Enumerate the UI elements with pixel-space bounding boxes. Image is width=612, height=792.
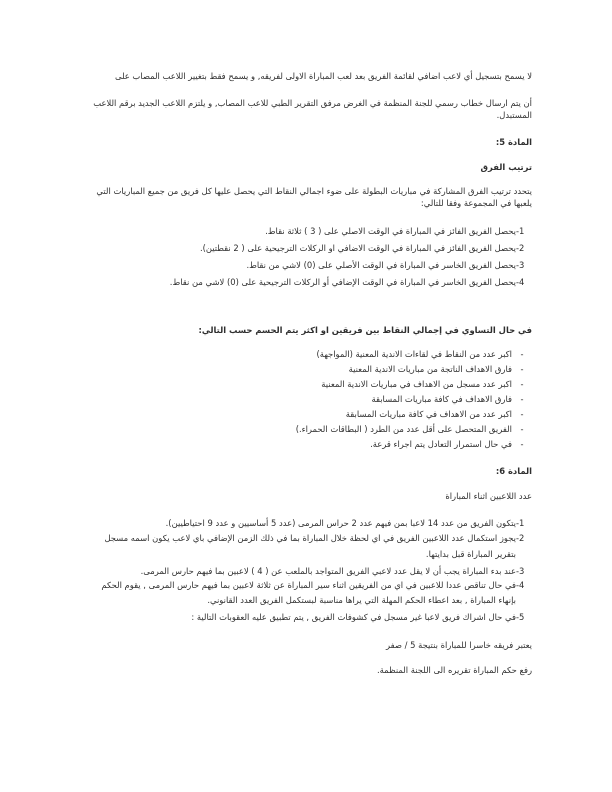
list-item-text: يجوز استكمال عدد اللاعبين الفريق في اي لحظة خلال المباراة بما في ذلك الزمن الإضافي باي لاعب يكون اسمه مسجل — [104, 533, 516, 543]
list-item-text: اكبر عدد مسجل من الاهداف في مباريات الاندية المعنية — [321, 379, 512, 389]
list-item-text: الفريق المتحصل على أقل عدد من الطرد ( البطاقات الحمراء.) — [295, 424, 512, 434]
bullet-dash: - — [520, 439, 524, 449]
list-item-text: اكبر عدد من الاهداف في كافة مباريات المسابقة — [345, 409, 512, 419]
players-rule-item-continuation: بإنهاء المباراة , بعد اعطاء الحكم المهلة التي يراها مناسبة لبستكمل الفريق العدد القانوني. — [207, 595, 516, 605]
list-item-text: يحصل الفريق الخاسر في المباراة في الوقت الأصلي على (0) لاشي من نقاط. — [246, 260, 516, 270]
paragraph-official-letter-line-1: أن يتم ارسال خطاب رسمي للجنة المنظمة في الغرض مرفق التقرير الطبي للاعب المصاب, و يلتزم اللاعب الجديد برقم اللاعب — [93, 98, 532, 108]
bullet-dash: - — [520, 379, 524, 389]
tie-break-item — [316, 349, 532, 360]
list-number: -3 — [516, 260, 525, 270]
bullet-dash: - — [520, 424, 524, 434]
players-rule-item — [141, 566, 532, 577]
paragraph-official-letter-line-2: المستبدل. — [496, 110, 532, 120]
list-number: -5 — [516, 612, 525, 622]
article-6-heading: المادة 6: — [495, 466, 532, 476]
list-number: -2 — [516, 243, 525, 253]
points-rule-item — [265, 226, 532, 237]
tie-break-heading: في حال التساوي في إجمالي النقاط بين فريقين او اكثر يتم الحسم حسب التالي: — [198, 325, 532, 335]
list-number: -2 — [516, 533, 525, 543]
article-5-heading: المادة 5: — [495, 137, 532, 147]
list-number: -1 — [516, 226, 525, 236]
tie-break-item — [349, 364, 532, 375]
players-rule-item — [166, 518, 532, 529]
tie-break-item — [296, 424, 532, 435]
list-item-text: يحصل الفريق الفائز في المباراة في الوقت الاصلي على ( 3 ) ثلاثة نقاط. — [265, 226, 516, 236]
list-item-text: يتكون الفريق من عدد 14 لاعبا بمن فيهم عدد 2 حراس المرمى (عدد 5 أساسيين و عدد 9 احتياطيين). — [165, 518, 516, 528]
list-number: -3 — [516, 566, 525, 576]
points-rule-item — [170, 277, 532, 288]
bullet-dash: - — [520, 409, 524, 419]
tie-break-item — [370, 439, 532, 450]
penalty-forfeit: يعتبر فريقه خاسرا للمباراة بنتيجة 5 / صفر — [385, 640, 532, 650]
tie-break-item — [371, 394, 532, 405]
list-item-text: يحصل الفريق الفائز في المباراة في الوقت الاضافي او الركلات الترجيحية على ( 2 نقطتين). — [199, 243, 516, 253]
players-rule-item — [104, 533, 532, 544]
article-5-subheading: ترتيب الفرق — [480, 162, 532, 172]
points-rule-item — [246, 260, 532, 271]
article-5-intro-line-2: يلعبها في المجموعة وفقا للتالي: — [420, 198, 532, 208]
list-number: -1 — [516, 518, 525, 528]
list-item-text: يحصل الفريق الخاسر في المباراة في الوقت الإضافي أو الركلات الترجيحية على (0) لاشي من نقاط. — [169, 277, 516, 287]
bullet-dash: - — [520, 394, 524, 404]
list-number: -4 — [516, 277, 525, 287]
list-item-text: في حال اشراك فريق لاعبا غير مسجل في كشوفات الفريق , يتم تطبيق عليه العقوبات التالية : — [191, 612, 516, 622]
article-5-intro-line-1: يتحدد ترتيب الفرق المشاركة في مباريات البطولة على ضوء اجمالي النقاط التي يحصل عليها كل فريق من جميع المباريات التي — [96, 186, 532, 196]
list-item-text: فارق الاهداف الناتجة من مباريات الاندية المعنية — [348, 364, 512, 374]
list-item-text: عند بدء المباراة يجب أن لا يقل عدد لاعبي الفريق المتواجد بالملعب عن ( 4 ) لاعبين بما فيهم حارس المرمى. — [140, 566, 516, 576]
list-item-text: في حال تناقص عددا للاعبين في اي من الفريقين اثناء سير المباراة عن ثلاثة لاعبين بما فيهم حارس المرمى , يقوم الحكم — [101, 580, 516, 590]
list-item-text: فارق الاهداف في كافة مباريات المسابقة — [371, 394, 512, 404]
players-rule-item-continuation: بتقرير المباراة قبل بدايتها. — [425, 549, 516, 559]
list-number: -4 — [516, 580, 525, 590]
tie-break-item — [346, 409, 532, 420]
points-rule-item — [200, 243, 532, 254]
bullet-dash: - — [520, 349, 524, 359]
article-6-subheading: عدد اللاعبين اثناء المباراة — [445, 491, 532, 501]
list-item-text: في حال استمرار التعادل يتم اجراء قرعة. — [370, 439, 512, 449]
tie-break-item — [321, 379, 532, 390]
paragraph-player-registration: لا يسمح بتسجيل أي لاعب اضافي لقائمة الفريق بعد لعب المباراة الاولى لفريقه, و يسمح فقط بتغيير اللاعب المصاب على — [115, 71, 532, 81]
penalty-referee-report: رفع حكم المباراة تقريره الى اللجنة المنظمة. — [377, 665, 532, 675]
list-item-text: اكبر عدد من النقاط في لقاءات الاندية المعنية (المواجهة) — [316, 349, 512, 359]
players-rule-item — [101, 580, 532, 591]
bullet-dash: - — [520, 364, 524, 374]
players-rule-item — [191, 612, 532, 623]
